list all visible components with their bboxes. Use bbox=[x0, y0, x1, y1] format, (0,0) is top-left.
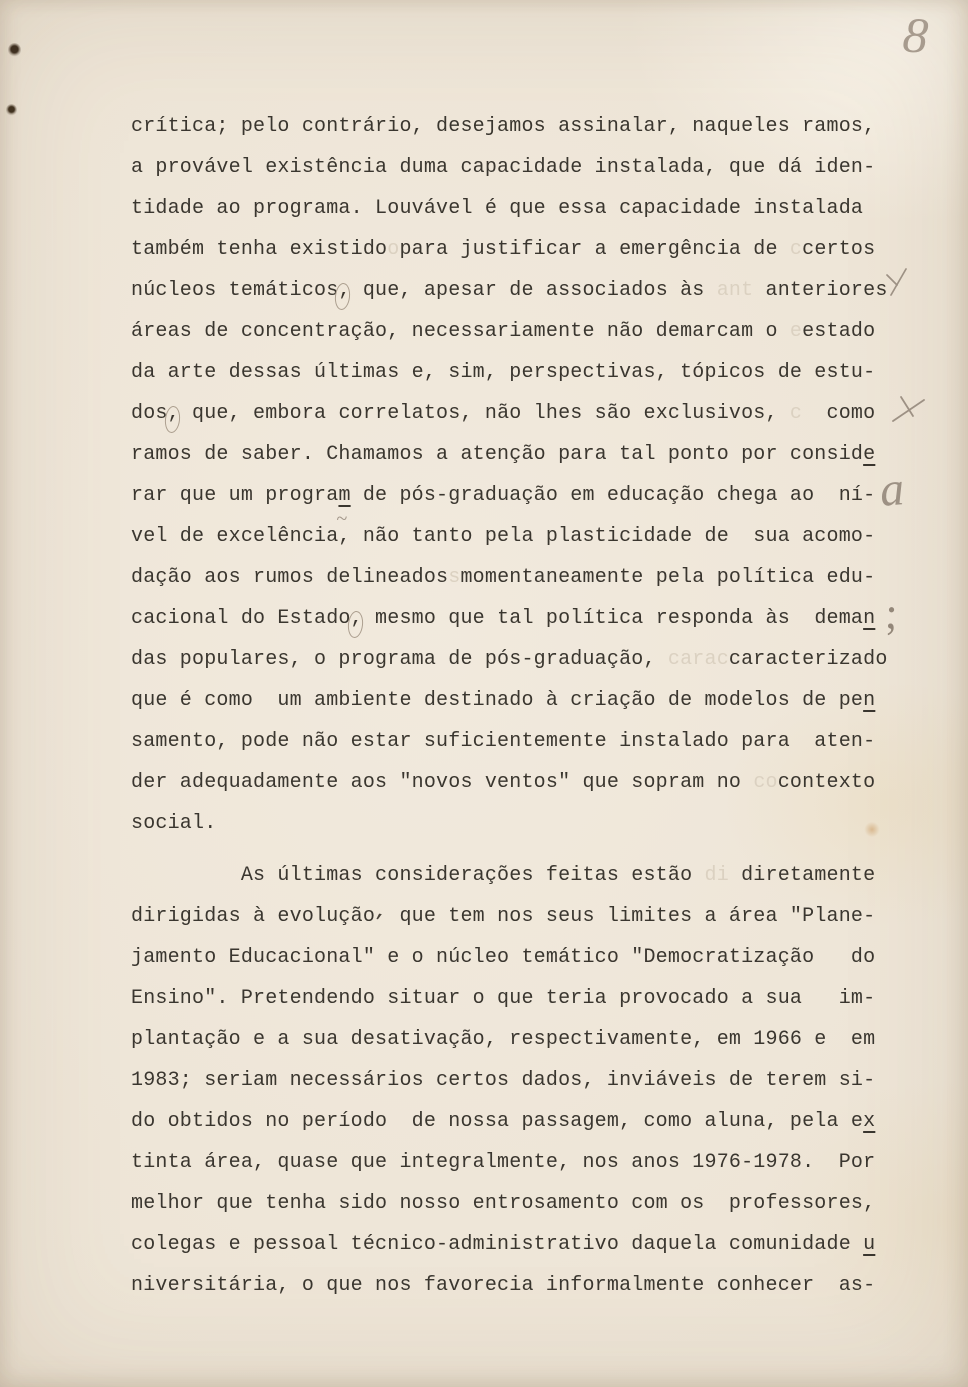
text-line bbox=[131, 147, 891, 188]
ghost-text: carac bbox=[667, 648, 729, 671]
text-segment: contexto bbox=[777, 771, 876, 794]
text-segment: social. bbox=[131, 812, 217, 835]
ghost-text: c bbox=[789, 402, 803, 425]
text-segment: 1983; seriam necessários certos dados, inviáveis de terem si- bbox=[131, 1069, 876, 1092]
text-segment: samento, pode não estar suficientemente instalado para aten- bbox=[131, 730, 876, 753]
text-segment: plantação e a sua desativação, respectivamente, em 1966 e em bbox=[131, 1028, 876, 1051]
text-segment: As últimas considerações feitas estão bbox=[131, 864, 705, 887]
text-segment: jamento Educacional" e o núcleo temático "Democratização do bbox=[131, 946, 876, 969]
text-segment: colegas e pessoal técnico-administrativo daquela comunidade bbox=[131, 1233, 864, 1256]
handwritten-page-number: 8 bbox=[901, 6, 930, 64]
text-segment: Ensino". Pretendendo situar o que teria provocado a sua im- bbox=[131, 987, 876, 1010]
text-line bbox=[131, 803, 891, 844]
text-segment: das populares, o programa de pós-graduação, bbox=[131, 648, 668, 671]
text-line bbox=[131, 188, 891, 229]
text-segment: que é como um ambiente destinado à criação de modelos de pe bbox=[131, 689, 864, 712]
text-line bbox=[131, 557, 891, 598]
text-line bbox=[131, 1183, 891, 1224]
underlined-letter: x bbox=[863, 1110, 876, 1133]
text-line bbox=[131, 1224, 891, 1265]
pencil-check-mark-icon bbox=[884, 268, 910, 300]
text-segment: vel de excelência, não tanto pela plasticidade de sua acomo- bbox=[131, 525, 876, 548]
ink-spot bbox=[8, 43, 21, 57]
text-segment: anteriores bbox=[753, 279, 888, 302]
text-line bbox=[131, 311, 891, 352]
underlined-letter: u bbox=[863, 1233, 876, 1256]
underlined-letter-with-pencil-tilde: m ~ bbox=[338, 475, 350, 516]
text-segment: diretamente bbox=[728, 864, 876, 887]
text-line bbox=[131, 1060, 891, 1101]
ghost-text: c bbox=[789, 238, 803, 261]
text-line bbox=[131, 352, 891, 393]
text-line bbox=[131, 639, 891, 680]
underlined-letter: n bbox=[863, 607, 876, 630]
text-segment: do obtidos no período de nossa passagem, como aluna, pela e bbox=[131, 1110, 864, 1133]
text-segment: como bbox=[802, 402, 876, 425]
text-line bbox=[131, 434, 891, 475]
text-line bbox=[131, 106, 891, 147]
underlined-letter: e bbox=[863, 443, 876, 466]
text-segment: a provável existência duma capacidade instalada, que dá iden- bbox=[131, 156, 876, 179]
text-line bbox=[131, 1019, 891, 1060]
ink-spot bbox=[6, 104, 17, 116]
ghost-text: ant bbox=[716, 279, 754, 302]
text-line bbox=[131, 598, 891, 639]
text-segment: der adequadamente aos "novos ventos" que sopram no bbox=[131, 771, 754, 794]
pencil-semicolon-mark: ; bbox=[879, 588, 901, 639]
text-line bbox=[131, 896, 891, 937]
text-segment: dirigidas à evolução bbox=[131, 905, 376, 928]
text-segment: ramos de saber. Chamamos a atenção para tal ponto por consid bbox=[131, 443, 864, 466]
text-segment: também tenha existido bbox=[131, 238, 388, 261]
text-line bbox=[131, 1265, 891, 1306]
text-line bbox=[131, 1142, 891, 1183]
text-line bbox=[131, 937, 891, 978]
ghost-text: e bbox=[789, 320, 803, 343]
text-segment: certos bbox=[802, 238, 876, 261]
text-segment: de pós-graduação em educação chega ao ní- bbox=[350, 484, 876, 507]
text-line bbox=[131, 680, 891, 721]
underlined-letter: n bbox=[863, 689, 876, 712]
text-line bbox=[131, 721, 891, 762]
ghost-text: co bbox=[753, 771, 778, 794]
pencil-circled-comma: , bbox=[338, 270, 350, 311]
hand-inserted-comma: , bbox=[373, 901, 389, 924]
text-segment: áreas de concentração, necessariamente não demarcam o bbox=[131, 320, 790, 343]
text-segment: crítica; pelo contrário, desejamos assinalar, naqueles ramos, bbox=[131, 115, 876, 138]
text-segment: que, embora correlatos, não lhes são exclusivos, bbox=[179, 402, 790, 425]
pencil-x-mark-icon bbox=[892, 394, 926, 424]
text-line bbox=[131, 855, 891, 896]
text-segment: dos bbox=[131, 402, 168, 425]
text-segment: para justificar a emergência de bbox=[399, 238, 790, 261]
text-segment: da arte dessas últimas e, sim, perspectivas, tópicos de estu- bbox=[131, 361, 876, 384]
text-line bbox=[131, 762, 891, 803]
text-segment: tinta área, quase que integralmente, nos anos 1976-1978. Por bbox=[131, 1151, 876, 1174]
text-segment: que, apesar de associados às bbox=[350, 279, 717, 302]
pencil-circled-comma: , bbox=[351, 598, 363, 639]
text-segment: que tem nos seus limites a área "Plane- bbox=[387, 905, 876, 928]
text-segment: dação aos rumos delineados bbox=[131, 566, 449, 589]
text-line bbox=[131, 516, 891, 557]
text-line bbox=[131, 475, 891, 516]
ghost-text: s bbox=[448, 566, 461, 589]
ghost-text: o bbox=[387, 238, 400, 261]
text-segment: caracterizado bbox=[728, 648, 888, 671]
text-line bbox=[131, 270, 891, 311]
pencil-circled-comma: , bbox=[168, 393, 180, 434]
pencil-letter-a-mark: a bbox=[878, 462, 906, 517]
text-segment: cacional do Estado bbox=[131, 607, 351, 630]
text-line bbox=[131, 229, 891, 270]
text-segment: momentaneamente pela política edu- bbox=[460, 566, 876, 589]
typewritten-text-block bbox=[131, 106, 891, 1306]
ghost-text: di bbox=[704, 864, 729, 887]
text-segment: rar que um progra bbox=[131, 484, 339, 507]
text-line bbox=[131, 393, 891, 434]
text-segment: niversitária, o que nos favorecia informalmente conhecer as- bbox=[131, 1274, 876, 1297]
text-line bbox=[131, 1101, 891, 1142]
text-segment: estado bbox=[802, 320, 876, 343]
text-segment: mesmo que tal política responda às dema bbox=[362, 607, 864, 630]
text-segment: melhor que tenha sido nosso entrosamento com os professores, bbox=[131, 1192, 876, 1215]
text-segment: tidade ao programa. Louvável é que essa capacidade instalada bbox=[131, 197, 864, 220]
text-segment: núcleos temáticos bbox=[131, 279, 339, 302]
text-line bbox=[131, 978, 891, 1019]
